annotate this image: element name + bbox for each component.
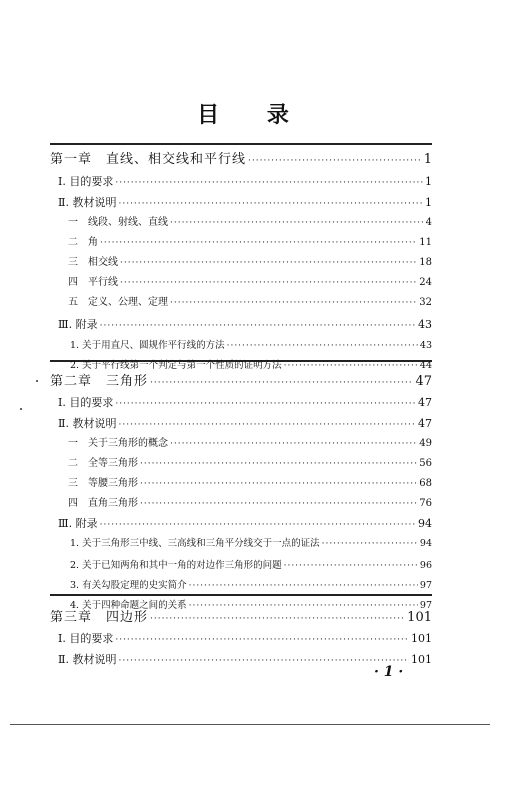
toc-entry[interactable] — [68, 213, 432, 233]
dot-leader — [100, 316, 416, 336]
toc-entry[interactable] — [50, 608, 432, 628]
toc-entry-page: 101 — [407, 610, 432, 625]
dot-leader — [322, 534, 418, 554]
toc-entry-page: 4 — [425, 217, 432, 228]
toc-entry-label: Ⅰ. 目的要求 — [58, 396, 114, 409]
toc-entry[interactable] — [50, 150, 432, 170]
toc-entry[interactable] — [68, 293, 432, 313]
dot-leader — [120, 273, 417, 293]
toc-entry-page: 96 — [419, 560, 432, 571]
toc-entry-label: 四 平行线 — [68, 277, 118, 288]
dot-leader — [140, 454, 417, 474]
toc-entry-page: 1 — [425, 175, 432, 188]
toc-entry-page: 49 — [419, 438, 432, 449]
toc-entry-page: 43 — [418, 318, 432, 331]
toc-entry-label: 五 定义、公理、定理 — [68, 297, 168, 308]
dot-leader — [170, 293, 417, 313]
toc-entry-label: 一 线段、射线、直线 — [68, 217, 168, 228]
toc-entry-page: 24 — [419, 277, 432, 288]
toc-entry-page: 97 — [419, 580, 432, 591]
toc-entry-label: Ⅱ. 教材说明 — [58, 653, 117, 666]
toc-entry[interactable] — [58, 193, 432, 213]
toc-entry-page: 76 — [419, 498, 432, 509]
toc-entry-label: 三 等腰三角形 — [68, 478, 138, 489]
toc-entry-label: 3. 有关勾股定理的史实简介 — [70, 580, 187, 591]
toc-entry-page: 1 — [425, 196, 432, 209]
toc-entry-page: 43 — [419, 340, 432, 351]
toc-entry[interactable] — [68, 434, 432, 454]
toc-entry-label: Ⅱ. 教材说明 — [58, 417, 117, 430]
toc-entry-label: Ⅰ. 目的要求 — [58, 175, 114, 188]
scan-speck — [20, 408, 22, 410]
toc-entry-label: 2. 关于平行线第一个判定与第一个性质的证明方法 — [70, 360, 282, 371]
toc-entry[interactable] — [68, 494, 432, 514]
page-title: 目 录 — [197, 102, 309, 128]
toc-entry[interactable] — [58, 172, 432, 192]
dot-leader — [118, 194, 423, 214]
toc-entry-label: Ⅲ. 附录 — [58, 517, 98, 530]
toc-entry-label: 第一章 直线、相交线和平行线 — [50, 152, 247, 167]
toc-entry[interactable] — [58, 315, 432, 335]
dot-leader — [120, 253, 417, 273]
toc-entry[interactable] — [58, 393, 432, 413]
dot-leader — [115, 173, 423, 193]
toc-entry-page: 44 — [419, 360, 432, 371]
toc-entry-page: 101 — [411, 653, 432, 666]
toc-entry-label: 三 相交线 — [68, 257, 118, 268]
toc-entry-page: 47 — [418, 417, 432, 430]
dot-leader — [150, 373, 413, 393]
dot-leader — [118, 415, 416, 435]
toc-entry-label: 四 直角三角形 — [68, 498, 138, 509]
dot-leader — [248, 151, 422, 171]
toc-entry[interactable] — [58, 414, 432, 434]
toc-entry[interactable] — [58, 514, 432, 534]
toc-entry-page: 56 — [419, 458, 432, 469]
dot-leader — [170, 213, 424, 233]
dot-leader — [140, 494, 417, 514]
toc-entry[interactable] — [68, 474, 432, 494]
toc-entry-page: 97 — [419, 600, 432, 611]
toc-entry[interactable] — [70, 534, 432, 554]
toc-entry[interactable] — [50, 372, 432, 392]
scan-edge-line — [10, 724, 490, 725]
dot-leader — [227, 336, 418, 356]
toc-entry-page: 101 — [411, 632, 432, 645]
toc-entry[interactable] — [70, 576, 432, 596]
toc-entry-label: 1. 关于三角形三中线、三高线和三角平分线交于一点的证法 — [70, 538, 320, 549]
dot-leader — [115, 394, 416, 414]
toc-entry-label: 1. 关于用直尺、圆规作平行线的方法 — [70, 340, 225, 351]
toc-entry-label: 二 角 — [68, 237, 98, 248]
dot-leader — [100, 515, 416, 535]
toc-entry-label: 一 关于三角形的概念 — [68, 438, 168, 449]
dot-leader — [150, 609, 405, 629]
toc-entry-label: Ⅱ. 教材说明 — [58, 196, 117, 209]
toc-entry-label: Ⅰ. 目的要求 — [58, 632, 114, 645]
toc-entry-label: Ⅲ. 附录 — [58, 318, 98, 331]
dot-leader — [140, 474, 417, 494]
toc-entry-label: 二 全等三角形 — [68, 458, 138, 469]
dot-leader — [189, 576, 418, 596]
toc-entry[interactable] — [68, 454, 432, 474]
page-number-footer: · 1 · — [374, 664, 404, 680]
toc-entry-page: 1 — [423, 152, 432, 167]
dot-leader — [115, 630, 409, 650]
dot-leader — [284, 556, 418, 576]
dot-leader — [170, 434, 417, 454]
toc-entry[interactable] — [68, 233, 432, 253]
chapter-divider — [50, 143, 432, 145]
toc-entry-page: 11 — [419, 237, 432, 248]
toc-entry-label: 2. 关于已知两角和其中一角的对边作三角形的问题 — [70, 560, 282, 571]
toc-entry-label: 第三章 四边形 — [50, 610, 149, 625]
toc-entry-page: 47 — [415, 374, 432, 389]
toc-entry-page: 32 — [419, 297, 432, 308]
toc-entry-page: 68 — [419, 478, 432, 489]
toc-entry[interactable] — [68, 253, 432, 273]
toc-entry[interactable] — [58, 629, 432, 649]
dot-leader — [100, 233, 417, 253]
toc-entry[interactable] — [70, 556, 432, 576]
dot-leader — [118, 651, 409, 671]
toc-entry-label: 第二章 三角形 — [50, 374, 149, 389]
toc-entry[interactable] — [68, 273, 432, 293]
toc-entry-page: 18 — [419, 257, 432, 268]
toc-entry-page: 94 — [418, 517, 432, 530]
toc-entry-page: 47 — [418, 396, 432, 409]
toc-entry-label: 4. 关于四种命题之间的关系 — [70, 600, 187, 611]
toc-entry[interactable] — [70, 336, 432, 356]
scan-speck — [36, 380, 38, 382]
toc-entry-page: 94 — [419, 538, 432, 549]
